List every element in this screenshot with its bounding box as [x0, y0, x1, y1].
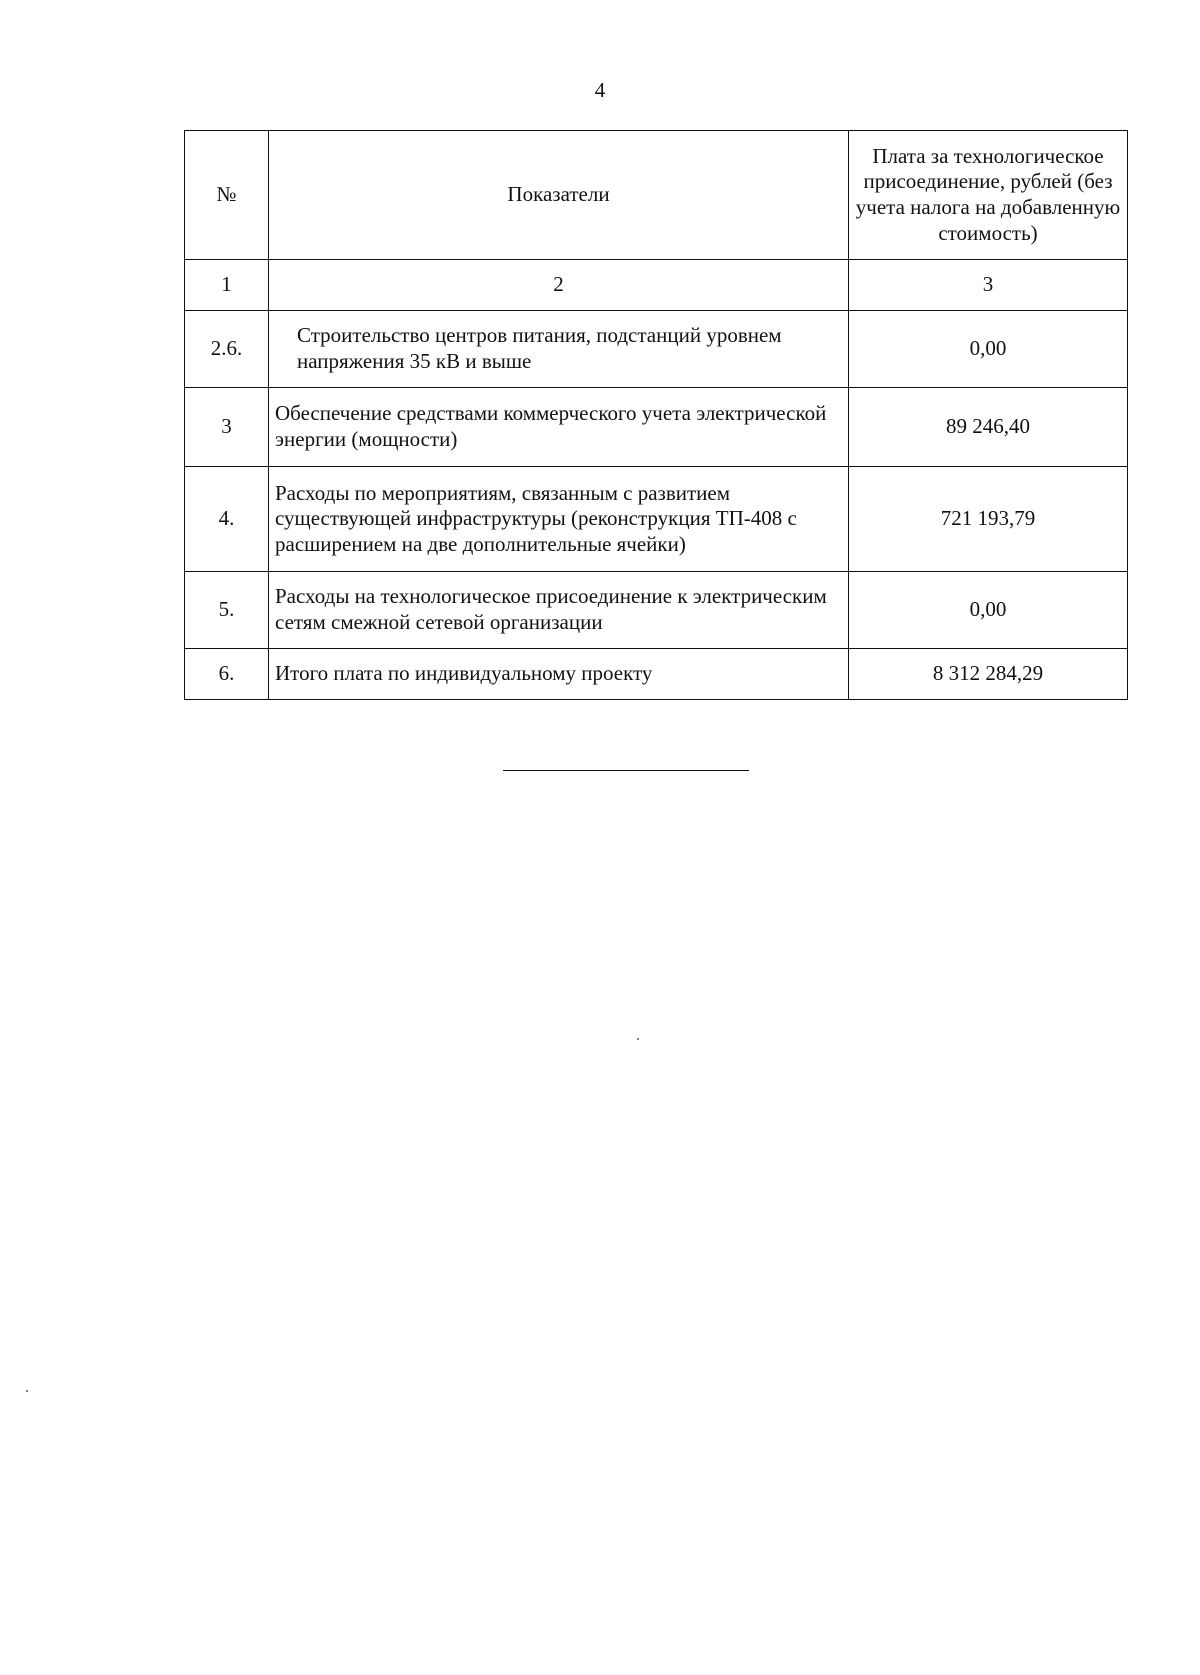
table-row	[185, 388, 1128, 467]
row-indicator: Строительство центров питания, подстанций уровнем напряжения 35 кВ и выше	[269, 311, 849, 388]
column-number-3: 3	[849, 260, 1128, 311]
table-row	[185, 572, 1128, 649]
table-row-total	[185, 649, 1128, 700]
row-number: 4.	[185, 467, 269, 572]
header-fee: Плата за технологическое присоединение, рублей (без учета налога на добавленную стоимость)	[849, 131, 1128, 260]
row-number: 3	[185, 388, 269, 467]
row-fee: 8 312 284,29	[849, 649, 1128, 700]
row-number: 6.	[185, 649, 269, 700]
row-fee: 0,00	[849, 311, 1128, 388]
row-indicator: Расходы на технологическое присоединение к электрическим сетям смежной сетевой организации	[269, 572, 849, 649]
row-indicator: Обеспечение средствами коммерческого учета электрической энергии (мощности)	[269, 388, 849, 467]
row-indicator: Итого плата по индивидуальному проекту	[269, 649, 849, 700]
scan-speck	[637, 1038, 639, 1040]
table-header-row	[185, 131, 1128, 260]
column-number-1: 1	[185, 260, 269, 311]
row-fee: 89 246,40	[849, 388, 1128, 467]
fee-table	[184, 130, 1128, 700]
column-numbers-row	[185, 260, 1128, 311]
end-of-document-rule	[503, 770, 749, 771]
row-number: 5.	[185, 572, 269, 649]
row-number: 2.6.	[185, 311, 269, 388]
row-fee: 0,00	[849, 572, 1128, 649]
page-number: 4	[594, 78, 606, 102]
scan-speck	[26, 1390, 28, 1392]
row-indicator: Расходы по мероприятиям, связанным с развитием существующей инфраструктуры (реконструкция ТП-408 с расширением на две дополнительные ячейки)	[269, 467, 849, 572]
table-row	[185, 311, 1128, 388]
column-number-2: 2	[269, 260, 849, 311]
header-number: №	[185, 131, 269, 260]
row-fee: 721 193,79	[849, 467, 1128, 572]
table-row	[185, 467, 1128, 572]
header-indicators: Показатели	[269, 131, 849, 260]
